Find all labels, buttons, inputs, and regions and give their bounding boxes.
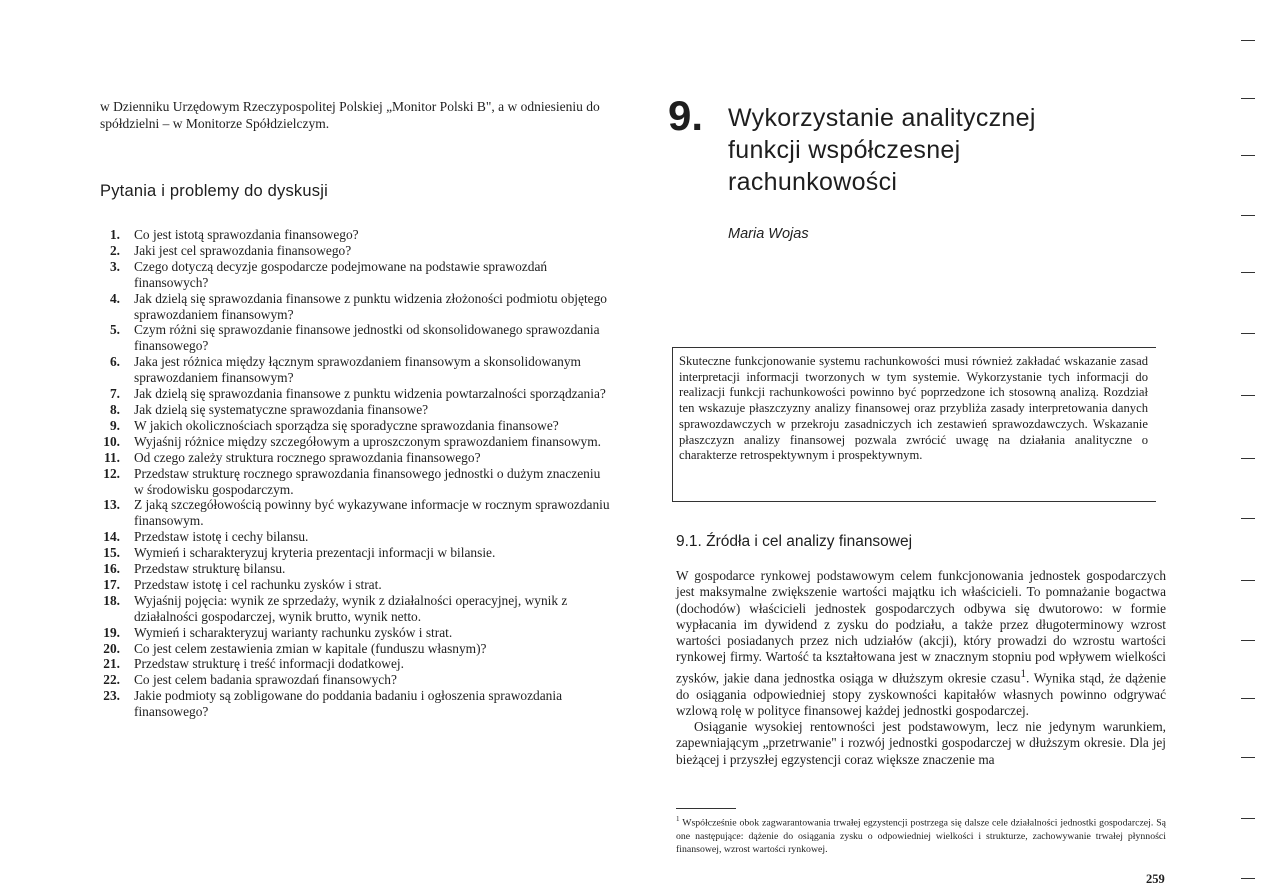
- question-number: 4.: [109, 290, 120, 306]
- question-item: [100, 354, 612, 386]
- question-text: Co jest celem zestawienia zmian w kapitale (funduszu własnym)?: [134, 640, 487, 656]
- question-number: 21.: [103, 656, 120, 672]
- edge-mark: [1241, 580, 1255, 581]
- question-item: [100, 402, 612, 418]
- question-text: Wymień i scharakteryzuj warianty rachunku zysków i strat.: [134, 624, 453, 640]
- right-page: [668, 92, 1180, 228]
- body-paragraph-1-continued: . Wynika stąd, że dążenie do osiągania odpowiedniej stopy zyskowności kapitałów własnych powinno odgrywać wzlową rolę w polityce finansowej każdej jednostki gospodarczej.: [676, 670, 1166, 718]
- footnote-divider: [676, 808, 736, 809]
- question-number: 6.: [109, 354, 120, 370]
- author-name: Maria Wojas: [728, 226, 809, 242]
- chapter-title: Wykorzystanie analitycznej funkcji współczesnej rachunkowości: [728, 104, 1036, 196]
- question-item: [100, 243, 612, 259]
- edge-mark: [1241, 878, 1255, 879]
- question-number: 12.: [103, 465, 120, 481]
- question-number: 7.: [109, 386, 120, 402]
- question-item: [100, 418, 612, 434]
- edge-mark: [1241, 155, 1255, 156]
- question-number: 11.: [104, 449, 120, 465]
- body-paragraph-1-text: W gospodarce rynkowej podstawowym celem funkcjonowania jednostek gospodarczych jest maksymalne zwiększenie wartości majątku ich właścicieli. To pomnażanie bogactwa (dochodów) właścicieli jednostek gospodarczych odbywa się dwutorowo: w formie wypłacania im dywidend z zysku do podziału, a także przez długoterminowy wzrost wartości posiadanych przez nich udziałów (akcji), który prowadzi do wzrostu wartości rynkowej firmy. Wartość ta kształtowana jest w znacznym stopniu pod wpływem wielkości zysków, jakie dana jednostka osiąga w dłuższym okresie czasu: [676, 568, 1166, 686]
- edge-mark: [1241, 272, 1255, 273]
- chapter-abstract-box: [672, 347, 1156, 502]
- question-number: 17.: [103, 576, 120, 592]
- question-item: [100, 386, 612, 402]
- question-number: 19.: [103, 624, 120, 640]
- question-item: [100, 450, 612, 466]
- question-item: [100, 593, 612, 625]
- question-item: [100, 577, 612, 593]
- left-page: [100, 98, 612, 720]
- question-text: Z jaką szczegółowością powinny być wykazywane informacje w rocznym sprawozdaniu finansowym.: [134, 497, 610, 529]
- question-number: 8.: [109, 401, 120, 417]
- question-text: Jak dzielą się sprawozdania finansowe z punktu widzenia złożoności podmiotu objętego sprawozdaniem finansowym?: [134, 290, 607, 322]
- chapter-abstract: Skuteczne funkcjonowanie systemu rachunkowości musi również zakładać wskazanie zasad interpretacji informacji tworzonych w tym systemie. Wykorzystanie tych informacji do realizacji funkcji rachunkowości powinno być poprzedzone ich stosowną analizą. Rozdział ten wskazuje płaszczyzny analizy finansowej oraz przybliża zasady interpretowania danych sprawozdawczych w przekroju zasadniczych ich zestawień sprawozdawczych. Wskazanie płaszczyzn analizy finansowej pozwala zwrócić uwagę na działania analityczne o charakterze retrospektywnym i prospektywnym.: [679, 354, 1148, 463]
- question-item: [100, 466, 612, 498]
- edge-mark: [1241, 98, 1255, 99]
- question-text: Jaka jest różnica między łącznym sprawozdaniem finansowym a skonsolidowanym sprawozdaniem finansowym?: [134, 354, 581, 386]
- question-number: 13.: [103, 497, 120, 513]
- chapter-number: 9.: [668, 92, 704, 139]
- edge-mark: [1241, 698, 1255, 699]
- page-number: 259: [1146, 872, 1165, 886]
- question-text: Jak dzielą się sprawozdania finansowe z punktu widzenia powtarzalności sporządzania?: [134, 386, 606, 402]
- question-item: [100, 625, 612, 641]
- question-item: [100, 322, 612, 354]
- chapter-title-block: [668, 92, 1180, 228]
- question-number: 2.: [109, 242, 120, 258]
- discussion-heading: Pytania i problemy do dyskusji: [100, 182, 328, 200]
- question-text: W jakich okolicznościach sporządza się sporadyczne sprawozdania finansowe?: [134, 417, 559, 433]
- question-number: 22.: [103, 672, 120, 688]
- question-text: Jakie podmioty są zobligowane do poddania badaniu i ogłoszenia sprawozdania finansowego?: [134, 688, 563, 720]
- question-item: [100, 291, 612, 323]
- question-item: [100, 227, 612, 243]
- question-item: [100, 672, 612, 688]
- question-item: [100, 545, 612, 561]
- edge-mark: [1241, 458, 1255, 459]
- question-text: Wyjaśnij pojęcia: wynik ze sprzedaży, wynik z działalności operacyjnej, wynik z działalności gospodarczej, wynik brutto, wynik netto.: [134, 592, 568, 624]
- question-text: Jak dzielą się systematyczne sprawozdania finansowe?: [134, 401, 429, 417]
- question-text: Przedstaw strukturę bilansu.: [134, 561, 286, 577]
- question-text: Przedstaw strukturę rocznego sprawozdania finansowego jednostki o dużym znaczeniu w środowisku gospodarczym.: [134, 465, 601, 497]
- question-text: Jaki jest cel sprawozdania finansowego?: [134, 242, 352, 258]
- question-text: Co jest istotą sprawozdania finansowego?: [134, 227, 359, 242]
- question-text: Przedstaw strukturę i treść informacji dodatkowej.: [134, 656, 404, 672]
- question-text: Przedstaw istotę i cel rachunku zysków i strat.: [134, 576, 382, 592]
- question-number: 9.: [109, 417, 120, 433]
- question-list: [100, 227, 612, 720]
- footnote-reference: 1: [1020, 667, 1026, 680]
- question-item: [100, 561, 612, 577]
- body-paragraph-1: [676, 568, 1166, 719]
- question-text: Czym różni się sprawozdanie finansowe jednostki od skonsolidowanego sprawozdania finansowego?: [134, 322, 600, 354]
- question-number: 14.: [103, 529, 120, 545]
- edge-mark: [1241, 40, 1255, 41]
- footnote-mark: 1: [676, 815, 680, 823]
- question-text: Wymień i scharakteryzuj kryteria prezentacji informacji w bilansie.: [134, 545, 496, 561]
- question-number: 20.: [103, 640, 120, 656]
- question-number: 10.: [103, 433, 120, 449]
- edge-mark: [1241, 757, 1255, 758]
- question-number: 23.: [103, 688, 120, 704]
- question-item: [100, 656, 612, 672]
- body-paragraph-2: Osiąganie wysokiej rentowności jest podstawowym, lecz nie jedynym warunkiem, zapewniającym „przetrwanie" i rozwój jednostki gospodarczej w dłuższym okresie. Dla jej bieżącej i przyszłej egzystencji coraz większe znaczenie ma: [676, 719, 1166, 767]
- footnote-text: Współcześnie obok zagwarantowania trwałej egzystencji postrzega się dalsze cele działalności jednostki gospodarczej. Są one następujące: dążenie do osiągania zysku o odpowiedniej wielkości i strukturze, zachowywanie trwałej płynności finansowej, wzrost wartości rynkowej.: [676, 817, 1166, 856]
- question-number: 1.: [109, 227, 120, 242]
- question-item: [100, 641, 612, 657]
- question-text: Przedstaw istotę i cechy bilansu.: [134, 529, 309, 545]
- edge-mark: [1241, 215, 1255, 216]
- question-text: Wyjaśnij różnice między szczegółowym a uproszczonym sprawozdaniem finansowym.: [134, 433, 601, 449]
- question-item: [100, 497, 612, 529]
- question-number: 5.: [109, 322, 120, 338]
- edge-mark: [1241, 640, 1255, 641]
- question-item: [100, 259, 612, 291]
- page-edge-marks: [1233, 0, 1263, 893]
- question-item: [100, 434, 612, 450]
- footnote: [676, 813, 1166, 857]
- question-text: Co jest celem badania sprawozdań finansowych?: [134, 672, 397, 688]
- question-text: Czego dotyczą decyzje gospodarcze podejmowane na podstawie sprawozdań finansowych?: [134, 258, 548, 290]
- edge-mark: [1241, 333, 1255, 334]
- question-number: 16.: [103, 561, 120, 577]
- question-item: [100, 688, 612, 720]
- edge-mark: [1241, 518, 1255, 519]
- edge-mark: [1241, 395, 1255, 396]
- question-text: Od czego zależy struktura rocznego sprawozdania finansowego?: [134, 449, 481, 465]
- subsection-heading: 9.1. Źródła i cel analizy finansowej: [676, 533, 913, 550]
- question-number: 15.: [103, 545, 120, 561]
- question-item: [100, 529, 612, 545]
- edge-mark: [1241, 818, 1255, 819]
- intro-paragraph: w Dzienniku Urzędowym Rzeczypospolitej Polskiej „Monitor Polski B", a w odniesieniu do spółdzielni – w Monitorze Spółdzielczym.: [100, 99, 600, 131]
- question-number: 3.: [109, 258, 120, 274]
- question-number: 18.: [103, 592, 120, 608]
- body-text: [676, 568, 1166, 768]
